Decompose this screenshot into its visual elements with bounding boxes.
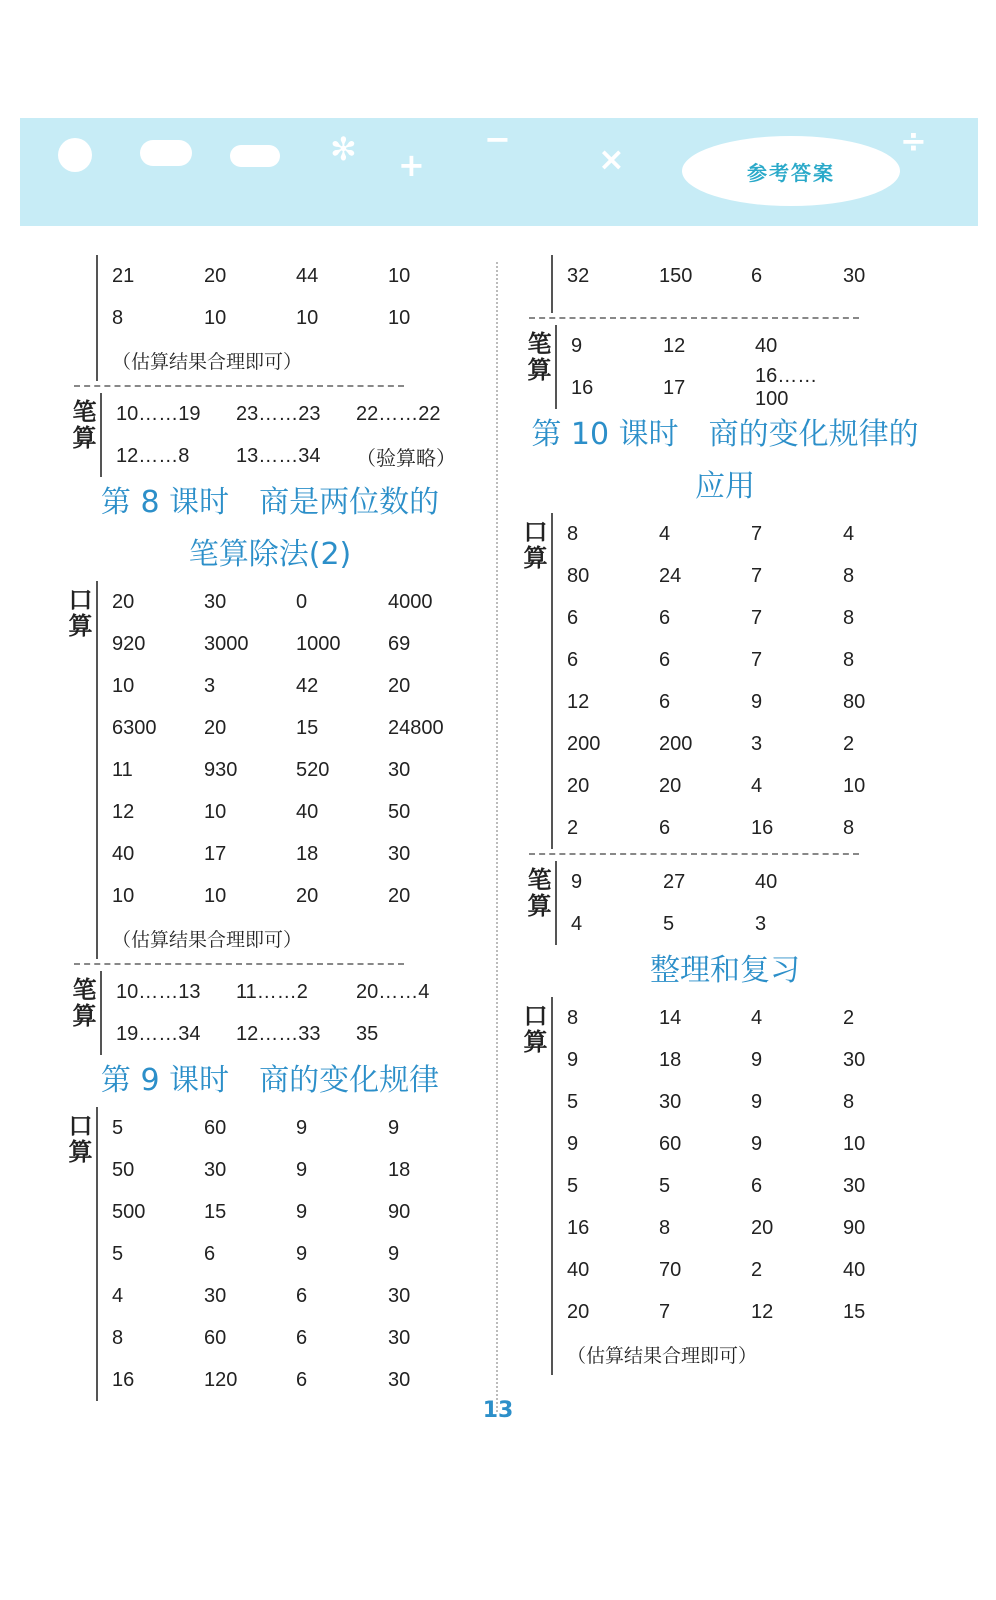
answer-cell: 44 bbox=[296, 264, 319, 287]
answer-row bbox=[567, 555, 935, 597]
answer-cell: 2 bbox=[843, 1006, 855, 1029]
answer-cell: 9 bbox=[296, 1200, 308, 1223]
answer-cell: 10 bbox=[112, 884, 135, 907]
answer-cell: 30 bbox=[388, 1368, 411, 1391]
answer-cell: 6 bbox=[751, 264, 763, 287]
answer-cell: 6 bbox=[296, 1326, 308, 1349]
answer-cell: 1000 bbox=[296, 632, 341, 655]
answer-cell: 12……33 bbox=[236, 1022, 321, 1045]
section-label: 口算 bbox=[64, 1113, 92, 1165]
answer-cell: 10……19 bbox=[116, 402, 201, 425]
answer-rows bbox=[551, 255, 935, 313]
answer-cell: 50 bbox=[112, 1158, 135, 1181]
answer-row bbox=[567, 1249, 935, 1291]
answer-cell: 20 bbox=[751, 1216, 774, 1239]
answer-block bbox=[60, 971, 480, 1055]
answer-row bbox=[112, 1317, 480, 1359]
answer-row bbox=[112, 1107, 480, 1149]
answer-cell: 16 bbox=[571, 376, 594, 399]
answer-cell: 30 bbox=[388, 758, 411, 781]
answer-cell: 4 bbox=[751, 774, 763, 797]
answer-cell: 16 bbox=[112, 1368, 135, 1391]
answer-cell: 500 bbox=[112, 1200, 146, 1223]
answer-block bbox=[515, 997, 935, 1375]
answer-cell: 90 bbox=[843, 1216, 866, 1239]
lesson-title: 第 10 课时 商的变化规律的 bbox=[531, 417, 919, 452]
answer-block bbox=[60, 581, 480, 959]
answer-cell: 10 bbox=[112, 674, 135, 697]
answer-cell: 30 bbox=[204, 590, 227, 613]
answer-cell: 10 bbox=[843, 774, 866, 797]
answer-cell: 17 bbox=[663, 376, 686, 399]
answer-cell: 42 bbox=[296, 674, 319, 697]
answer-row bbox=[567, 1081, 935, 1123]
answer-cell: 6 bbox=[204, 1242, 216, 1265]
answer-row bbox=[112, 581, 480, 623]
answer-cell: 12 bbox=[751, 1300, 774, 1323]
answer-cell: 9 bbox=[567, 1048, 579, 1071]
answer-cell: 4 bbox=[659, 522, 671, 545]
answer-cell: 60 bbox=[659, 1132, 682, 1155]
answer-rows bbox=[100, 393, 476, 477]
answer-rows bbox=[96, 1107, 480, 1401]
sun-icon bbox=[58, 138, 92, 172]
answer-row bbox=[112, 875, 480, 917]
estimate-note: （估算结果合理即可） bbox=[112, 928, 303, 951]
answer-cell: 80 bbox=[567, 564, 590, 587]
answer-row bbox=[567, 723, 935, 765]
answer-row bbox=[112, 1359, 480, 1401]
answer-cell: 10 bbox=[204, 800, 227, 823]
section-label: 笔算 bbox=[68, 399, 96, 451]
answer-row bbox=[567, 1039, 935, 1081]
answer-row bbox=[567, 807, 935, 849]
answer-cell: 22……22 bbox=[356, 402, 441, 425]
answer-cell: 18 bbox=[296, 842, 319, 865]
answer-row bbox=[567, 997, 935, 1039]
answer-row bbox=[571, 903, 847, 945]
answer-cell: 5 bbox=[112, 1116, 124, 1139]
answer-cell: 8 bbox=[843, 648, 855, 671]
answer-cell: 4000 bbox=[388, 590, 433, 613]
answer-cell: 8 bbox=[843, 606, 855, 629]
page-number: 13 bbox=[482, 1398, 514, 1423]
answer-cell: 15 bbox=[843, 1300, 866, 1323]
answer-label: 参考答案 bbox=[747, 160, 835, 185]
answer-cell: （验算略） bbox=[356, 447, 456, 470]
answer-cell: 11……2 bbox=[236, 980, 308, 1003]
answer-cell: 10 bbox=[388, 306, 411, 329]
answer-rows bbox=[100, 971, 476, 1055]
answer-row bbox=[112, 665, 480, 707]
answer-row bbox=[112, 1191, 480, 1233]
answer-cell: 9 bbox=[567, 1132, 579, 1155]
answer-cell: 200 bbox=[567, 732, 601, 755]
divide-icon: ÷ bbox=[900, 122, 927, 160]
answer-cell: 19……34 bbox=[116, 1022, 201, 1045]
answer-cell: 6 bbox=[659, 606, 671, 629]
answer-cell: 30 bbox=[659, 1090, 682, 1113]
answer-row bbox=[112, 1275, 480, 1317]
answer-cell: 10 bbox=[843, 1132, 866, 1155]
answer-cell: 6 bbox=[567, 648, 579, 671]
answer-cell: 40 bbox=[755, 334, 778, 357]
answer-cell: 12 bbox=[567, 690, 590, 713]
answer-cell: 80 bbox=[843, 690, 866, 713]
answer-cell: 150 bbox=[659, 264, 693, 287]
answer-cell: 5 bbox=[659, 1174, 671, 1197]
answer-cell: 9 bbox=[751, 1048, 763, 1071]
answer-cell: 9 bbox=[388, 1242, 400, 1265]
answer-row bbox=[112, 623, 480, 665]
answer-cell: 7 bbox=[659, 1300, 671, 1323]
answer-cell: 4 bbox=[751, 1006, 763, 1029]
answer-cell: 40 bbox=[843, 1258, 866, 1281]
answer-cell: 12 bbox=[663, 334, 686, 357]
answer-rows bbox=[96, 255, 480, 381]
section-label: 口算 bbox=[64, 587, 92, 639]
answer-row bbox=[567, 255, 935, 297]
answer-cell: 7 bbox=[751, 648, 763, 671]
answer-row bbox=[571, 367, 847, 409]
answer-cell: 40 bbox=[567, 1258, 590, 1281]
answer-cell: 12……8 bbox=[116, 444, 190, 467]
answer-row bbox=[567, 1207, 935, 1249]
answer-row bbox=[112, 833, 480, 875]
answer-cell: 2 bbox=[843, 732, 855, 755]
answer-row bbox=[112, 1233, 480, 1275]
lesson-title: 整理和复习 bbox=[650, 953, 800, 988]
answer-cell: 520 bbox=[296, 758, 330, 781]
answer-cell: 6 bbox=[296, 1284, 308, 1307]
snowflake-icon: ✻ bbox=[330, 130, 357, 168]
dashed-separator bbox=[74, 963, 404, 965]
answer-cell: 6 bbox=[751, 1174, 763, 1197]
answer-rows bbox=[96, 581, 480, 959]
answer-cell: 30 bbox=[843, 1174, 866, 1197]
answer-badge bbox=[682, 136, 900, 206]
answer-cell: 6300 bbox=[112, 716, 157, 739]
answer-cell: 60 bbox=[204, 1326, 227, 1349]
answer-cell: 8 bbox=[843, 816, 855, 839]
answer-cell: 15 bbox=[204, 1200, 227, 1223]
answer-cell: 9 bbox=[571, 870, 583, 893]
answer-cell: 18 bbox=[659, 1048, 682, 1071]
answer-cell: 20……4 bbox=[356, 980, 430, 1003]
answer-row bbox=[571, 861, 847, 903]
answer-cell: 20 bbox=[567, 774, 590, 797]
answer-cell: 9 bbox=[751, 1090, 763, 1113]
answer-cell: 5 bbox=[567, 1090, 579, 1113]
answer-cell: 6 bbox=[659, 816, 671, 839]
answer-cell: 12 bbox=[112, 800, 135, 823]
dashed-separator bbox=[529, 317, 859, 319]
answer-block bbox=[60, 255, 480, 381]
answer-cell: 18 bbox=[388, 1158, 411, 1181]
answer-cell: 8 bbox=[112, 306, 124, 329]
answer-cell: 24800 bbox=[388, 716, 444, 739]
answer-cell: 20 bbox=[659, 774, 682, 797]
answer-cell: 6 bbox=[659, 690, 671, 713]
answer-cell: 9 bbox=[751, 1132, 763, 1155]
answer-row bbox=[567, 1291, 935, 1333]
answer-cell: 9 bbox=[296, 1116, 308, 1139]
answer-row bbox=[567, 765, 935, 807]
answer-cell: 200 bbox=[659, 732, 693, 755]
answer-block bbox=[60, 1107, 480, 1401]
answer-row bbox=[567, 1123, 935, 1165]
section-label: 笔算 bbox=[68, 977, 96, 1029]
section-label: 笔算 bbox=[523, 867, 551, 919]
answer-row bbox=[567, 1165, 935, 1207]
section-label: 口算 bbox=[519, 519, 547, 571]
answer-cell: 10 bbox=[388, 264, 411, 287]
answer-row bbox=[116, 971, 476, 1013]
estimate-note: （估算结果合理即可） bbox=[112, 350, 303, 373]
answer-rows bbox=[551, 997, 935, 1375]
estimate-note: （估算结果合理即可） bbox=[567, 1344, 758, 1367]
answer-row bbox=[112, 255, 480, 297]
answer-cell: 30 bbox=[388, 1326, 411, 1349]
answer-cell: 90 bbox=[388, 1200, 411, 1223]
answer-cell: 30 bbox=[388, 1284, 411, 1307]
answer-row bbox=[567, 681, 935, 723]
answer-row bbox=[116, 1013, 476, 1055]
answer-cell: 9 bbox=[571, 334, 583, 357]
answer-cell: 40 bbox=[112, 842, 135, 865]
answer-cell: 10 bbox=[204, 306, 227, 329]
dashed-separator bbox=[74, 385, 404, 387]
answer-rows bbox=[555, 861, 847, 945]
answer-cell: 23……23 bbox=[236, 402, 321, 425]
cloud-icon bbox=[230, 145, 280, 167]
answer-cell: 120 bbox=[204, 1368, 238, 1391]
answer-cell: 2 bbox=[751, 1258, 763, 1281]
answer-block bbox=[515, 513, 935, 849]
answer-cell: 16 bbox=[751, 816, 774, 839]
answer-cell: 9 bbox=[388, 1116, 400, 1139]
answer-cell: 70 bbox=[659, 1258, 682, 1281]
answer-cell: 21 bbox=[112, 264, 135, 287]
answer-cell: 10……13 bbox=[116, 980, 201, 1003]
answer-cell: 20 bbox=[567, 1300, 590, 1323]
answer-row bbox=[116, 435, 476, 477]
answer-cell: 6 bbox=[567, 606, 579, 629]
answer-row bbox=[567, 597, 935, 639]
answer-cell: 16……100 bbox=[755, 365, 818, 410]
answer-row bbox=[567, 639, 935, 681]
answer-cell: 5 bbox=[567, 1174, 579, 1197]
answer-block bbox=[515, 255, 935, 313]
answer-cell: 5 bbox=[663, 912, 675, 935]
answer-cell: 8 bbox=[659, 1216, 671, 1239]
answer-cell: 7 bbox=[751, 522, 763, 545]
answer-cell: 3 bbox=[751, 732, 763, 755]
answer-cell: 8 bbox=[843, 1090, 855, 1113]
answer-cell: 20 bbox=[388, 884, 411, 907]
answer-block bbox=[515, 861, 935, 945]
answer-cell: 30 bbox=[843, 1048, 866, 1071]
answer-cell: 930 bbox=[204, 758, 238, 781]
answer-row bbox=[112, 791, 480, 833]
answer-row bbox=[112, 749, 480, 791]
answer-cell: 4 bbox=[571, 912, 583, 935]
answer-cell: 9 bbox=[296, 1158, 308, 1181]
answer-row bbox=[571, 325, 847, 367]
answer-row bbox=[567, 513, 935, 555]
answer-cell: 13……34 bbox=[236, 444, 321, 467]
answer-cell: 60 bbox=[204, 1116, 227, 1139]
answer-cell: 30 bbox=[388, 842, 411, 865]
lesson-title: 笔算除法(2) bbox=[188, 537, 352, 572]
answer-cell: 10 bbox=[204, 884, 227, 907]
dashed-separator bbox=[529, 853, 859, 855]
left-column bbox=[60, 255, 480, 1401]
answer-cell: 8 bbox=[567, 522, 579, 545]
answer-cell: 920 bbox=[112, 632, 146, 655]
answer-cell: 4 bbox=[843, 522, 855, 545]
answer-cell: 6 bbox=[296, 1368, 308, 1391]
section-label: 笔算 bbox=[523, 331, 551, 383]
answer-cell: 10 bbox=[296, 306, 319, 329]
answer-cell: 7 bbox=[751, 606, 763, 629]
minus-icon: − bbox=[484, 120, 511, 158]
answer-row bbox=[112, 297, 480, 339]
answer-cell: 3 bbox=[755, 912, 767, 935]
answer-cell: 16 bbox=[567, 1216, 590, 1239]
answer-row bbox=[112, 707, 480, 749]
answer-cell: 20 bbox=[296, 884, 319, 907]
answer-cell: 30 bbox=[204, 1284, 227, 1307]
answer-block bbox=[60, 393, 480, 477]
answer-cell: 9 bbox=[751, 690, 763, 713]
answer-block bbox=[515, 325, 935, 409]
answer-rows bbox=[551, 513, 935, 849]
answer-row bbox=[112, 1149, 480, 1191]
lesson-title: 第 8 课时 商是两位数的 bbox=[100, 485, 440, 520]
answer-cell: 40 bbox=[755, 870, 778, 893]
answer-cell: 32 bbox=[567, 264, 590, 287]
answer-cell: 8 bbox=[112, 1326, 124, 1349]
answer-cell: 14 bbox=[659, 1006, 682, 1029]
answer-cell: 9 bbox=[296, 1242, 308, 1265]
answer-cell: 27 bbox=[663, 870, 686, 893]
answer-cell: 30 bbox=[204, 1158, 227, 1181]
answer-cell: 50 bbox=[388, 800, 411, 823]
answer-cell: 7 bbox=[751, 564, 763, 587]
answer-rows bbox=[555, 325, 847, 409]
right-column bbox=[515, 255, 935, 1375]
section-label: 口算 bbox=[519, 1003, 547, 1055]
answer-cell: 69 bbox=[388, 632, 411, 655]
answer-cell: 8 bbox=[567, 1006, 579, 1029]
answer-cell: 17 bbox=[204, 842, 227, 865]
answer-cell: 11 bbox=[112, 758, 133, 781]
lesson-title: 应用 bbox=[695, 469, 755, 504]
answer-cell: 20 bbox=[204, 716, 227, 739]
answer-cell: 40 bbox=[296, 800, 319, 823]
lesson-title: 第 9 课时 商的变化规律 bbox=[100, 1063, 440, 1098]
answer-cell: 0 bbox=[296, 590, 308, 613]
answer-cell: 5 bbox=[112, 1242, 124, 1265]
answer-cell: 15 bbox=[296, 716, 319, 739]
answer-cell: 4 bbox=[112, 1284, 124, 1307]
answer-cell: 20 bbox=[204, 264, 227, 287]
answer-cell: 20 bbox=[388, 674, 411, 697]
answer-cell: 20 bbox=[112, 590, 135, 613]
answer-cell: 35 bbox=[356, 1022, 379, 1045]
answer-row bbox=[116, 393, 476, 435]
answer-cell: 24 bbox=[659, 564, 682, 587]
answer-cell: 2 bbox=[567, 816, 579, 839]
answer-cell: 3000 bbox=[204, 632, 249, 655]
cloud-icon bbox=[140, 140, 192, 166]
answer-cell: 3 bbox=[204, 674, 216, 697]
answer-cell: 8 bbox=[843, 564, 855, 587]
times-icon: × bbox=[598, 140, 625, 178]
answer-cell: 30 bbox=[843, 264, 866, 287]
column-divider bbox=[496, 262, 498, 1412]
answer-cell: 6 bbox=[659, 648, 671, 671]
plus-icon: + bbox=[398, 146, 425, 184]
